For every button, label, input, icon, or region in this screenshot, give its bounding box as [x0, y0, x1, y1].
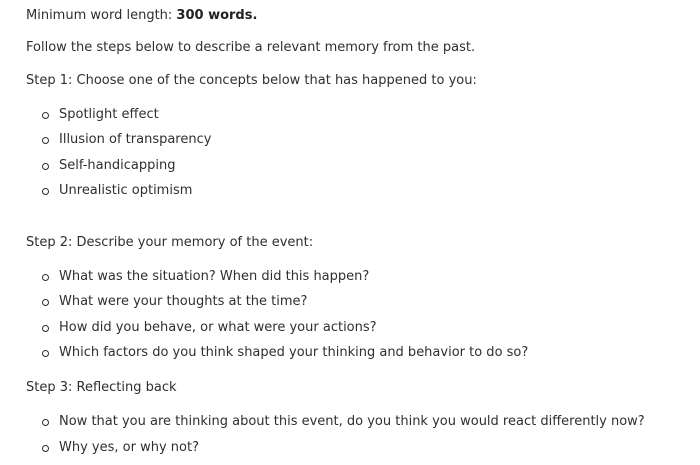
list-item [42, 414, 645, 430]
minimum-word-length-label: Minimum word length: [26, 8, 177, 23]
list-item [42, 158, 175, 174]
step3-heading: Step 3: Reflecting back [26, 380, 177, 395]
list-item [42, 345, 528, 361]
bullet-icon [42, 163, 49, 170]
list-item-label: Unrealistic optimism [59, 183, 193, 198]
minimum-word-length-value: 300 words. [176, 8, 258, 23]
list-item-label: What were your thoughts at the time? [59, 294, 308, 309]
bullet-icon [42, 350, 49, 357]
bullet-icon [42, 274, 49, 281]
list-item [42, 107, 159, 123]
minimum-word-length [26, 8, 257, 24]
intro-text: Follow the steps below to describe a relevant memory from the past. [26, 40, 476, 55]
list-item-label: Illusion of transparency [59, 132, 212, 147]
bullet-icon [42, 299, 49, 306]
bullet-icon [42, 188, 49, 195]
step2-heading: Step 2: Describe your memory of the event: [26, 235, 314, 250]
bullet-icon [42, 112, 49, 119]
list-item-label: Spotlight effect [59, 107, 159, 122]
list-item [42, 132, 211, 148]
step1-heading: Step 1: Choose one of the concepts below that has happened to you: [26, 73, 477, 88]
list-item [42, 440, 199, 456]
list-item-label: How did you behave, or what were your actions? [59, 320, 377, 335]
list-item-label: Now that you are thinking about this event, do you think you would react differently now? [59, 414, 645, 429]
list-item-label: Self-handicapping [59, 158, 176, 173]
bullet-icon [42, 325, 49, 332]
list-item-label: What was the situation? When did this happen? [59, 269, 370, 284]
list-item [42, 320, 377, 336]
bullet-icon [42, 419, 49, 426]
list-item-label: Which factors do you think shaped your thinking and behavior to do so? [59, 345, 529, 360]
bullet-icon [42, 445, 49, 452]
list-item-label: Why yes, or why not? [59, 440, 199, 455]
list-item [42, 294, 307, 310]
list-item [42, 183, 192, 199]
bullet-icon [42, 137, 49, 144]
list-item [42, 269, 369, 285]
